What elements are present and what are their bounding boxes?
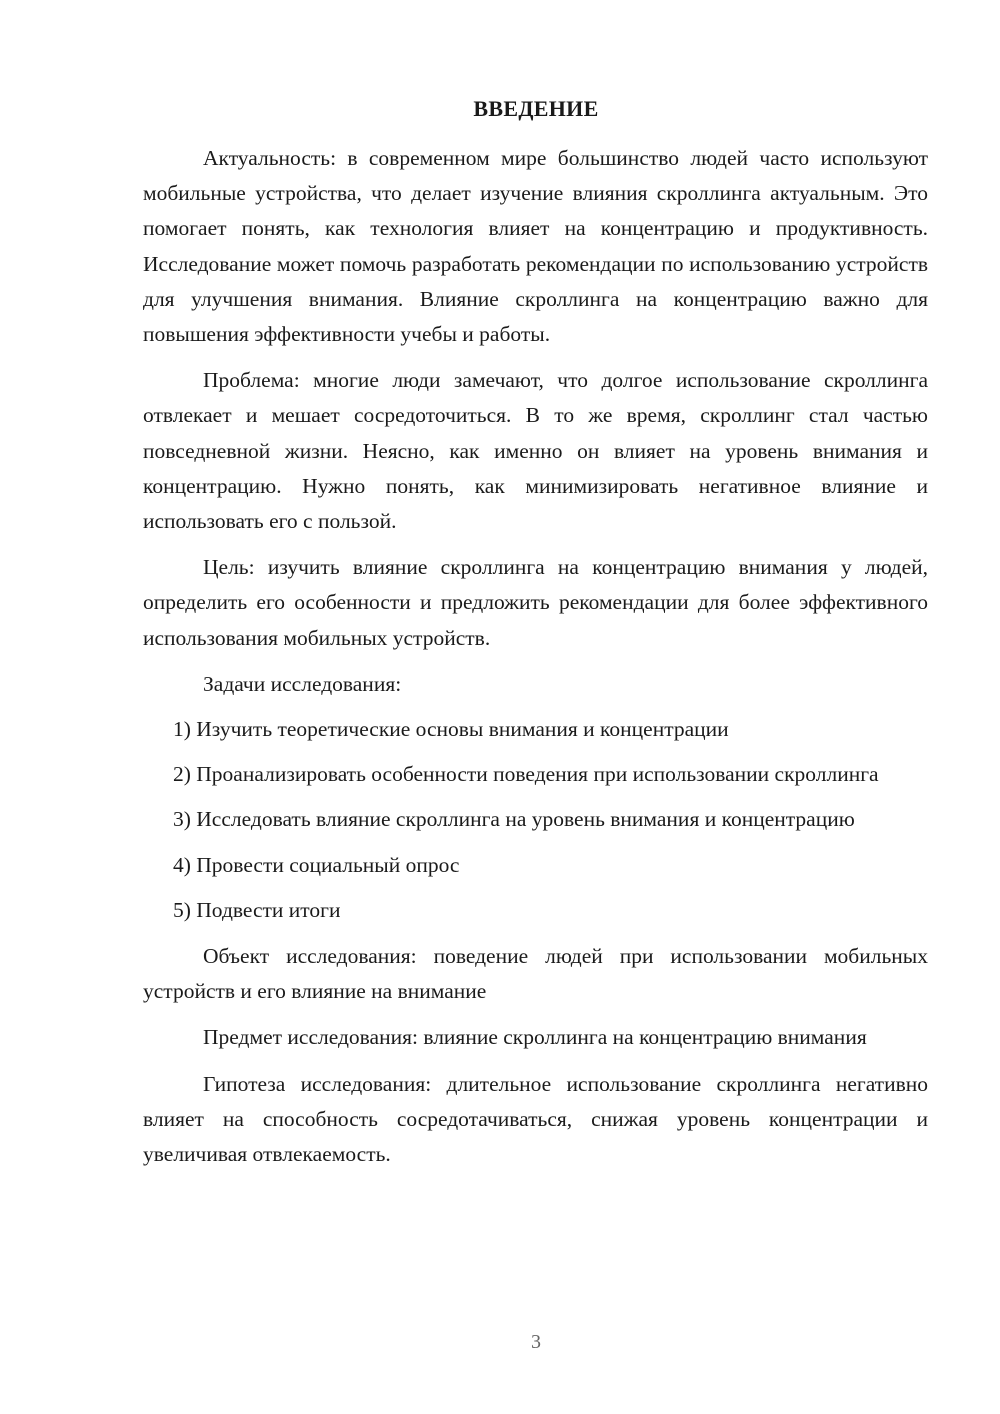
page-title: ВВЕДЕНИЕ (473, 96, 599, 121)
tasks-heading: Задачи исследования: (203, 671, 402, 696)
task-item-5: 5) Подвести итоги (173, 897, 341, 922)
document-body (143, 141, 928, 1172)
paragraph-problem: Проблема: многие люди замечают, что долгое использование скроллинга отвлекает и мешает сосредоточиться. В то же время, скроллинг стал частью повседневной жизни. Неясно, как именно он влияет на уровень внимания и концентрацию. Нужно понять, как минимизировать негативное влияние и использовать его с пользой. (143, 368, 928, 534)
paragraph-goal: Цель: изучить влияние скроллинга на концентрацию внимания у людей, определить его особенности и предложить рекомендации для более эффективного использования мобильных устройств. (143, 555, 928, 650)
task-item-4: 4) Провести социальный опрос (173, 852, 460, 877)
paragraph-object: Объект исследования: поведение людей при использовании мобильных устройств и его влияние на внимание (143, 944, 928, 1004)
paragraph-hypothesis: Гипотеза исследования: длительное использование скроллинга негативно влияет на способность сосредотачиваться, снижая уровень концентрации и увеличивая отвлекаемость. (143, 1071, 928, 1167)
task-item-3: 3) Исследовать влияние скроллинга на уровень внимания и концентрацию (173, 807, 855, 832)
paragraph-subject: Предмет исследования: влияние скроллинга на концентрацию внимания (203, 1025, 867, 1050)
task-item-2: 2) Проанализировать особенности поведения при использовании скроллинга (173, 762, 879, 787)
paragraph-relevance: Актуальность: в современном мире большинство людей часто используют мобильные устройства, что делает изучение влияния скроллинга актуальным. Это помогает понять, как технология влияет на концентрацию и продуктивность. Исследование может помочь разработать рекомендации по использованию устройств для улучшения внимания. Влияние скроллинга на концентрацию важно для повышения эффективности учебы и работы. (143, 146, 928, 347)
task-item-1: 1) Изучить теоретические основы внимания и концентрации (173, 717, 729, 742)
page-number: 3 (531, 1331, 541, 1353)
